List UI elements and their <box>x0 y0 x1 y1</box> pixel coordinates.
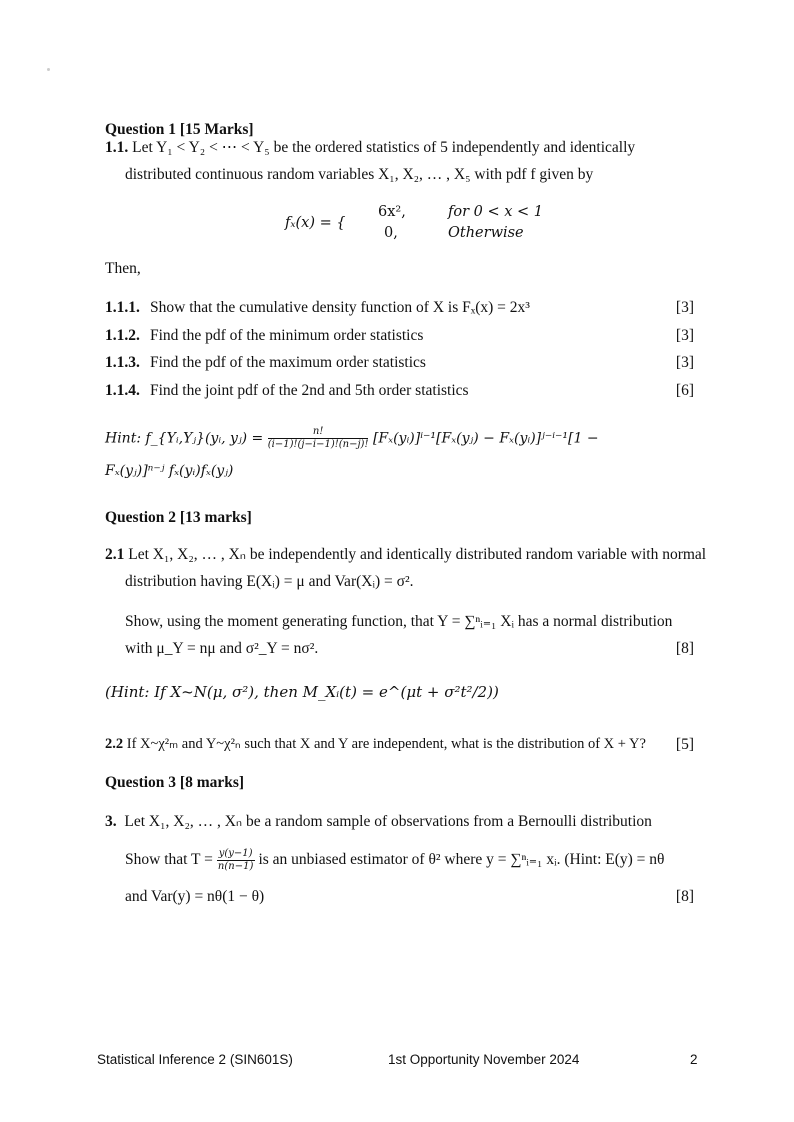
q1-1-number: 1.1. <box>105 139 129 156</box>
item-text: Show that the cumulative density function of X is Fₓ(x) = 2x³ <box>150 299 530 316</box>
item-text: Find the pdf of the minimum order statistics <box>150 327 424 344</box>
scan-speck <box>47 68 50 71</box>
q3-line1: Let X₁, X₂, … , Xₙ be a random sample of observations from a Bernoulli distribution <box>124 813 652 830</box>
q2-1-mark: [8] <box>675 640 694 657</box>
t-numerator: y(y−1) <box>218 848 253 859</box>
item-mark: [6] <box>675 382 694 399</box>
q2-1-line4: with μ_Y = nμ and σ²_Y = nσ². <box>125 640 319 657</box>
item-text: Find the joint pdf of the 2nd and 5th order statistics <box>150 382 469 399</box>
q1-hint-line2: Fₓ(yⱼ)]ⁿ⁻ʲ fₓ(yᵢ)fₓ(yⱼ) <box>105 463 234 479</box>
q1-1-text <box>105 138 635 157</box>
hint-numerator: n! <box>268 426 369 439</box>
hint-denominator: (i−1)!(j−i−1)!(n−j)! <box>267 439 369 450</box>
q2-2-number: 2.2 <box>105 736 124 752</box>
q2-1-number: 2.1 <box>105 546 125 563</box>
q2-2-text <box>105 736 646 753</box>
q3-heading: Question 3 [8 marks] <box>105 774 245 791</box>
q3-line2-start: Show that T = <box>125 851 213 869</box>
q2-1-line2: distribution having E(Xᵢ) = μ and Var(Xᵢ) = σ². <box>125 573 414 590</box>
item-mark: [3] <box>675 299 694 316</box>
item-text: Find the pdf of the maximum order statistics <box>150 354 426 371</box>
footer-opportunity: 1st Opportunity November 2024 <box>388 1052 580 1067</box>
pdf-case1-condition: for 0 < x < 1 <box>448 204 544 220</box>
q3-mark: [8] <box>675 888 694 905</box>
q3-line2 <box>125 848 664 873</box>
q2-heading: Question 2 [13 marks] <box>105 509 252 526</box>
pdf-case2-value: 0, <box>384 225 398 241</box>
footer-course: Statistical Inference 2 (SIN601S) <box>97 1052 293 1067</box>
q2-1-line1: Let X₁, X₂, … , Xₙ be independently and identically distributed random variable with normal <box>128 546 707 563</box>
q3-line3: and Var(y) = nθ(1 − θ) <box>125 888 265 905</box>
t-fraction <box>217 848 255 873</box>
q2-1-line3: Show, using the moment generating function, that Y = ∑ⁿᵢ₌₁ Xᵢ has a normal distribution <box>125 613 673 630</box>
pdf-case1-value: 6x², <box>378 204 406 220</box>
hint-rest: [Fₓ(yᵢ)]ⁱ⁻¹[Fₓ(yⱼ) − Fₓ(yᵢ)]ʲ⁻ⁱ⁻¹[1 − <box>372 430 599 447</box>
q2-1-text <box>105 545 706 564</box>
q2-2-mark: [5] <box>675 736 694 753</box>
hint-fraction <box>268 426 369 451</box>
footer-page-number: 2 <box>690 1052 698 1067</box>
hint-prefix: Hint: f_{Yᵢ,Yⱼ}(yᵢ, yⱼ) = <box>105 430 264 447</box>
t-denominator: n(n−1) <box>217 861 254 872</box>
q2-hint: (Hint: If X~N(μ, σ²), then M_Xᵢ(t) = e^(μt + σ²t²/2)) <box>105 683 499 701</box>
item-mark: [3] <box>675 354 694 371</box>
item-number: 1.1.1. <box>105 299 140 316</box>
q3-line2-end: is an unbiased estimator of θ² where y = ∑ⁿᵢ₌₁ xᵢ. (Hint: E(y) = nθ <box>258 851 665 869</box>
q1-hint-line1 <box>105 426 599 451</box>
q2-2-question: If X~χ²ₘ and Y~χ²ₙ such that X and Y are independent, what is the distribution of X + Y? <box>126 736 646 752</box>
q3-text <box>105 812 652 831</box>
q1-1-line1: Let Y₁ < Y₂ < ⋯ < Y₅ be the ordered statistics of 5 independently and identically <box>132 139 636 156</box>
pdf-case2-condition: Otherwise <box>448 225 524 241</box>
item-number: 1.1.3. <box>105 354 140 371</box>
q3-number: 3. <box>105 813 117 830</box>
item-number: 1.1.2. <box>105 327 140 344</box>
q1-heading: Question 1 [15 Marks] <box>105 121 254 138</box>
item-mark: [3] <box>675 327 694 344</box>
q1-1-line2: distributed continuous random variables X₁, X₂, … , X₅ with pdf f given by <box>125 166 594 183</box>
item-number: 1.1.4. <box>105 382 140 399</box>
pdf-lhs: fₓ(x) = { <box>285 215 346 231</box>
then-text: Then, <box>105 260 141 277</box>
